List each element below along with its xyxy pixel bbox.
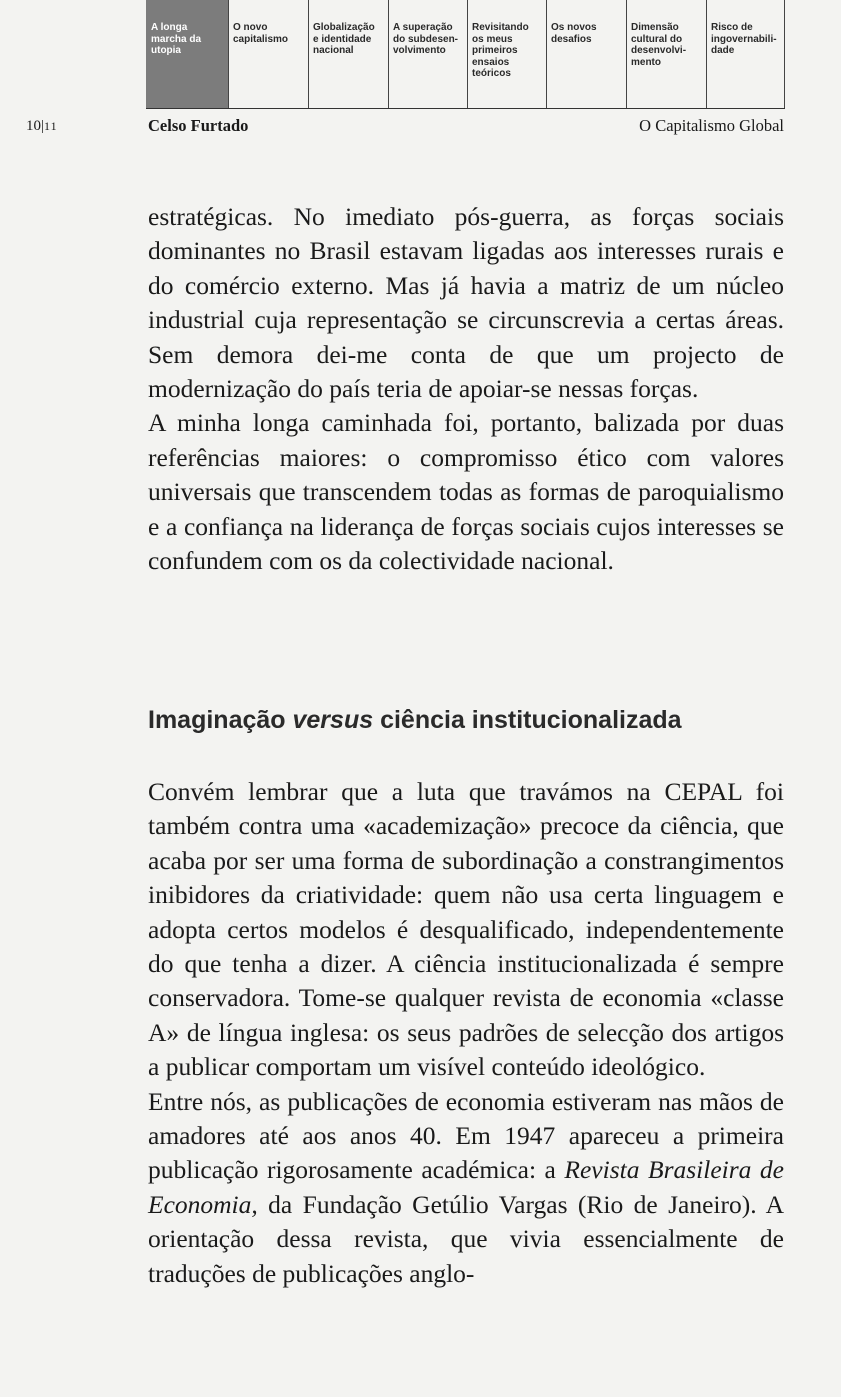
tab-a-longa-marcha-da-utopia[interactable]: A longa marcha da utopia: [146, 0, 228, 108]
tab-dimensao-cultural[interactable]: Dimensão cultural do desenvolvi- mento: [626, 0, 706, 108]
heading-part-1: Imaginação: [148, 706, 293, 734]
paragraph: A minha longa caminhada foi, portanto, balizada por duas referências maiores: o compromisso ético com valores universais que transcendem todas as formas de paroquialismo e a confiança na liderança de forças sociais cujos interesses se confundem com os da colectividade nacional.: [148, 408, 784, 576]
section-heading: [148, 706, 682, 735]
tab-o-novo-capitalismo[interactable]: O novo capitalismo: [228, 0, 308, 108]
page-number-left: 10: [26, 118, 41, 134]
heading-emphasis: versus: [292, 706, 374, 734]
journal-title: Revista Brasileira de Economia,: [148, 1155, 785, 1219]
paragraph-text: da Fundação Getúlio Vargas (Rio de Janeiro). A orientação dessa revista, que vivia essencialmente de traduções de publicações anglo-: [148, 1189, 784, 1288]
paragraph-text: Entre nós, as publicações de economia estiveram nas mãos de amadores até aos anos 40. Em 1947 apareceu a primeira publicação rigorosamente académica: a: [148, 1086, 784, 1185]
page-number-right: 11: [44, 119, 58, 133]
chapter-tab-strip: [146, 0, 785, 109]
paragraph: [148, 1085, 784, 1291]
tab-superacao-subdesenvolvimento[interactable]: A superação do subdesen- volvimento: [388, 0, 467, 108]
tab-globalizacao[interactable]: Globalização e identidade nacional: [308, 0, 388, 108]
paragraph: estratégicas. No imediato pós-guerra, as forças sociais dominantes no Brasil estavam ligadas aos interesses rurais e do comércio externo. Mas já havia a matriz de um núcleo industrial cuja representação se circunscrevia a certas áreas. Sem demora dei-me conta de que um projecto de modernização do país teria de apoiar-se nessas forças.: [148, 202, 784, 404]
tab-risco-ingovernabilidade[interactable]: Risco de ingovernabili- dade: [706, 0, 785, 108]
paragraph: Convém lembrar que a luta que travámos na CEPAL foi também contra uma «academização» precoce da ciência, que acaba por ser uma forma de subordinação a constrangimentos inibidores da criatividade: quem não usa certa linguagem e adopta certos modelos é desqualificado, independentemente do que tenha a dizer. A ciência institucionalizada é sempre conservadora. Tome-se qualquer revista de economia «classe A» de língua inglesa: os seus padrões de selecção dos artigos a publicar comportam um visível conteúdo ideológico.: [148, 777, 784, 1082]
tab-os-novos-desafios[interactable]: Os novos desafios: [546, 0, 626, 108]
tab-revisitando-ensaios[interactable]: Revisitando os meus primeiros ensaios teóricos: [467, 0, 546, 108]
page-number-separator: |: [41, 118, 45, 134]
book-title: O Capitalismo Global: [639, 116, 784, 135]
author-name: Celso Furtado: [148, 116, 249, 135]
page-number: [26, 118, 58, 135]
body-text-section-1: [148, 200, 784, 578]
heading-part-3: ciência institucionalizada: [373, 706, 682, 734]
body-text-section-2: [148, 775, 784, 1291]
